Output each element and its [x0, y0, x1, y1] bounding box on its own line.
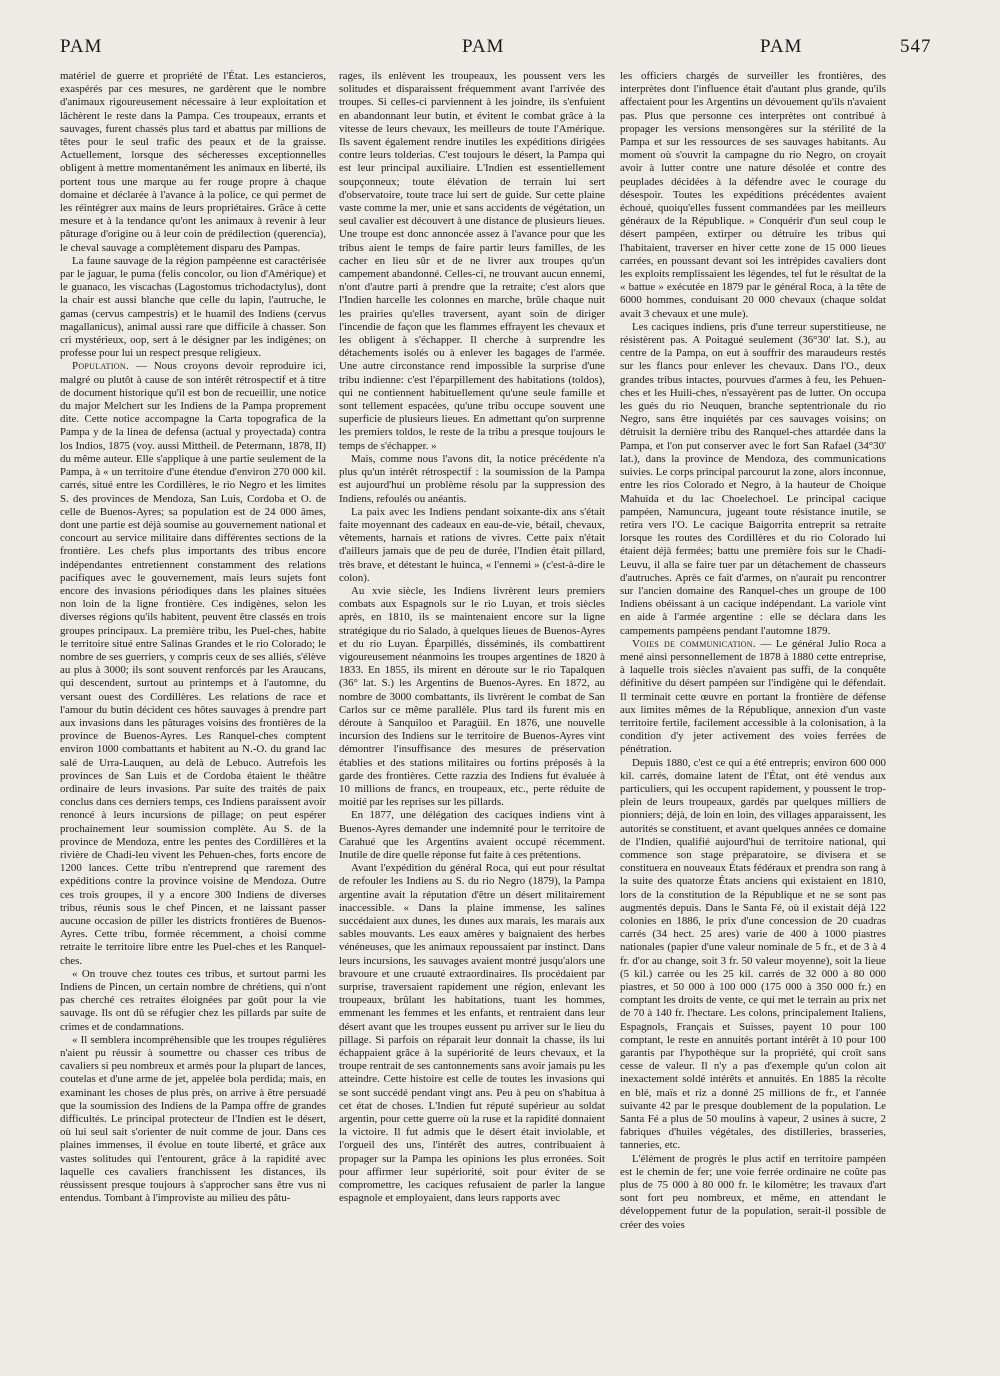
section-label: Population. — [72, 360, 129, 373]
page-number: 547 — [900, 36, 932, 57]
paragraph-population — [60, 360, 326, 967]
paragraph: En 1877, une délégation des caciques indiens vint à Buenos-Ayres demander une indemnité pour le territoire de Carahué que les Argentins avaient occupé récemment. Inutile de dire quelle réponse fut faite à ces prétentions. — [339, 809, 605, 861]
running-header — [0, 36, 1000, 66]
paragraph: Mais, comme nous l'avons dit, la notice précédente n'a plus qu'un intérêt rétrospectif : la soumission de la Pampa est aujourd'hui un problème résolu par la suppression des Indiens, refoulés ou anéantis. — [339, 452, 605, 505]
paragraph: « Il semblera incompréhensible que les troupes régulières n'aient pu réussir à soumettre ou chasser ces tribus de cavaliers si peu nombreux et armés pour la plupart de lances, coutelas et d'une arme de jet, appelée bola perdida; mais, en examinant les choses de plus près, on arrive à être persuadé que la soumission des Indiens de la Pampa offre de grandes difficultés. Le principal protecteur de l'Indien est le désert, où lui seul sait s'orienter de nuit comme de jour. Dans ces plaines immenses, il évolue en toute liberté, et grâce aux vastes solitudes qui l'entourent, grâce à la rapidité avec laquelle ces cavaliers franchissent les distances, ils réussissent presque toujours à s'approcher sans être vus ni entendus. Tombant à l'improviste au milieu des pâtu- — [60, 1033, 326, 1205]
paragraph: Avant l'expédition du général Roca, qui eut pour résultat de refouler les Indiens au S. du rio Negro (1879), la Pampa argentine avait la réputation d'être un désert militairement inaccessible. « Dans la plaine immense, les salines succédaient aux dunes, les dunes aux marais, les marais aux sables mouvants. Les eaux amères y baignaient des herbes vénéneuses, que les animaux repoussaient par instinct. Dans leurs incursions, les sauvages avaient montré jusqu'alors une bravoure et une cruauté extraordinaires. Ils procédaient par surprise, traversaient rapidement une région, enlevant les troupeaux, brûlant les habitations, tuant les hommes, emmenant les femmes et les enfants, et rentraient dans leur désert avant que les troupes eussent pu arriver sur le lieu du pillage. Si parfois on réparait leur donnait la chasse, ils lui échappaient grâce à la supériorité de leurs chevaux, et la troupe rentrait de ses cantonnements sans avoir jamais pu les atteindre. Cette histoire est celle de toutes les invasions qui se sont succédé pendant vingt ans. Peu à peu on s'habitua à cet état de choses. L'Indien fut réputé supérieur au soldat argentin, pour cette guerre où la ruse et la rapidité donnaient la victoire. Il fut admis que le désert était inviolable, et l'orgueil des uns, l'intérêt des autres, contribuaient à propager sur la Pampa les opinions les plus erronées. Soit pour affirmer leur supériorité, soit pour éviter de se compromettre, les caciques refusaient de parler la langue espagnole et employaient, dans leurs rapports avec — [339, 862, 605, 1205]
paragraph-voies — [620, 638, 886, 757]
column-1 — [60, 70, 326, 1356]
paragraph: L'élément de progrès le plus actif en territoire pampéen est le chemin de fer; une voie ferrée ordinaire ne coûte pas plus de 75 000 à 80 000 fr. le kilomètre; les travaux d'art sont fort peu nombreux, et même, en attendant le développement futur de la population, serait-il possible de créer des voies — [620, 1152, 886, 1231]
paragraph-text: — Nous croyons devoir reproduire ici, malgré ou plutôt à cause de son intérêt rétrospectif et à titre de document historique qu'il est bon de recueillir, une notice du major Melchert sur les Indiens de la Pampa proprement dite. Cette notice accompagne la Carta topografica de la Pampa y de la linea de defensa (actual y proyectada) contra los Indios, 1875 (voy. aussi Mittheil. de Petermann, 1878, II) du même auteur. Elle s'applique à une partie seulement de la Pampa, à « un territoire d'une étendue d'environ 270 000 kil. carrés, situé entre les Cordillères, le rio Negro et les limites S. des provinces de Mendoza, San Luis, Cordoba et O. de celle de Buenos-Ayres; sa population est de 24 000 âmes, dont une partie est déjà soumise au gouvernement national et concourt au service militaire dans différentes sections de la frontière. Les chefs plus importants des tribus encore indépendantes entretiennent constamment des relations pacifiques avec le gouvernement, mais leurs sujets font encore des invasions périodiques dans les plaines situées non loin de la ligne frontière. Ces indigènes, selon les diverses régions qu'ils habitent, peuvent être classés en trois groupes principaux. La première tribu, les Puel-ches, habite le territoire situé entre Salinas Grandes et le rio Colorado; le nombre de ses guerriers, y compris ceux de ses alliés, s'élève au plus à 3000; ils sont souvent renforcés par les Araucans, qui descendent, surtout au printemps et à l'automne, du versant ouest des Cordillères. Les relations de race et l'amour du butin décident ces hôtes sauvages à prendre part aux invasions dans les pâturages voisins des frontières de la province de Buenos-Ayres. Les Ranquel-ches comptent environ 1000 combattants et habitent au N.-O. du grand lac salé de Urra-Lauquen, au delà de Lebuco. Autrefois les provinces de San Luis et de Cordoba étaient le théâtre ordinaire de leurs invasions. Par suite des traités de paix conclus dans ces derniers temps, ces Indiens paraissent avoir renoncé à leurs incursions de pillage; on peut espérer prochainement leur soumission complète. Au S. de la province de Mendoza, entre les pentes des Cordillères et la rivière de Chadi-leu vivent les Pehuen-ches, forts encore de 1200 lances. Cette tribu n'entreprend que rarement des expéditions contre la province voisine de Mendoza. Outre ces trois groupes, il y a encore 300 Indiens de diverses tribus, réunis sous le chef Pincen, et ne laissant passer aucune occasion de piller les districts frontières de Buenos-Ayres. Cette tribu, formée récemment, a choisi comme retraite le territoire libre entre les Puel-ches et les Ranquel-ches. — [60, 360, 326, 967]
column-3 — [620, 70, 886, 1356]
paragraph: matériel de guerre et propriété de l'État. Les estancieros, exaspérés par ces mesures, ne gardèrent que le nombre d'animaux rigoureusement nécessaire à leur exploitation et lâchèrent le reste dans la Pampa. Ces troupeaux, errants et sauvages, furent chassés plus tard et abattus par millions de têtes pour le seul trafic des peaux et de la graisse. Actuellement, lorsque des sécheresses exceptionnelles obligent à mettre momentanément les animaux en liberté, ils portent tous une marque au fer rouge propre à chaque domaine et déclarée à l'avance à la police, ce qui permet de les réintégrer aux mains de leurs propriétaires. Grâce à cette mesure et à la tendance qu'ont les animaux à revenir à leur pâturage d'origine ou à leur coin de prédilection (querencia), le cheval sauvage a complètement disparu des Pampas. — [60, 70, 326, 254]
paragraph: La paix avec les Indiens pendant soixante-dix ans s'était faite moyennant des cadeaux en eau-de-vie, bétail, chevaux, vêtements, harnais et rations de vivres. Cette paix n'était d'ailleurs jamais que de peu de durée, l'Indien était pillard, très brave, et détestant le huinca, « l'ennemi » (c'est-à-dire le colon). — [339, 505, 605, 584]
paragraph: rages, ils enlèvent les troupeaux, les poussent vers les solitudes et disparaissent fréquemment avant l'arrivée des troupes. Si celles-ci parviennent à les joindre, ils s'enfuient en abandonnant leur butin, et évitent le combat grâce à la vitesse de leurs chevaux, les meilleurs de toute l'Amérique. Ils savent également rendre inutiles les expéditions dirigées contre leurs tolderias. C'est toujours le désert, la Pampa qui est leur principal auxiliaire. L'Indien est essentiellement soupçonneux; toute élévation de terrain lui sert d'observatoire, toute trace lui sert de guide. Sur cette plaine vaste comme la mer, unie et sans accidents de végétation, un seul cavalier est découvert à une distance de plusieurs lieues. Une troupe est donc annoncée assez à l'avance pour que les tribus aient le temps de faire partir leurs familles, de les cacher en lieu sûr et de ne livrer aux troupes qu'un campement abandonné. Celles-ci, ne trouvant aucun ennemi, n'ont d'autre parti à prendre que la retraite; c'est alors que l'Indien harcelle les colonnes en marche, brûle chaque nuit les prairies qu'elles traversent, ayant soin de diriger l'incendie de façon que les flammes effrayent les chevaux et les obligent à s'échapper. Il cherche à surprendre les détachements isolés ou à enlever les bagages de l'armée. Une autre circonstance rend impossible la surprise d'une tribu indienne: c'est l'éparpillement des habitations (toldos), qui ne contiennent habituellement qu'une seule famille et sont tellement espacées, qu'une tribu occupe souvent une superficie de plusieurs lieues. En admettant qu'on surprenne les premiers toldos, le reste de la tribu a presque toujours le temps de s'échapper. » — [339, 70, 605, 452]
paragraph: « On trouve chez toutes ces tribus, et surtout parmi les Indiens de Pincen, un certain nombre de chrétiens, qui n'ont pas cherché ces retraites éloignées par goût pour la vie sauvage. Ils ont dû se réfugier chez les pillards par suite de crimes et de condamnations. — [60, 967, 326, 1033]
header-right: PAM — [760, 36, 803, 57]
paragraph: Depuis 1880, c'est ce qui a été entrepris; environ 600 000 kil. carrés, domaine latent de l'État, ont été vendus aux particuliers, qui les occupent rapidement, y poussent le trop-plein de leurs troupeaux, gardés par quelques milliers de pionniers; déjà, de loin en loin, des villages apparaissent, les autorités se constituent, et avant quelques années ce domaine de l'Indien, qualifié aujourd'hui de territoire national, qui commence son stage préparatoire, se divisera et se constituera en nouveaux États fédéraux et prendra son rang à la suite des quatorze États anciens qui existaient en 1810, lors de la constitution de la République et ne se sont pas augmentés depuis. Dans le Santa Fé, où il existait déjà 122 colonies en 1886, le prix d'une concession de 20 cuadras carrés (34 hect. 25 ares) varie de 400 à 1000 piastres nationales (papier d'une valeur nominale de 5 fr., et de 3 à 4 fr. d'or au change, soit 3 fr. 50 valeur moyenne), soit la lieue (5 kil.) carrée ou les 25 kil. carrés de 32 000 à 80 000 piastres, et 50 000 à 100 000 (175 000 à 350 000 fr.) en comptant les droits de vente, ce qui met le terrain au prix net de 70 à 140 fr. l'hectare. Les colons, principalement Italiens, Espagnols, Français et Suisses, payent 10 pour 100 comptant, le reste en annuités portant intérêt à 10 pour 100 garantis par l'hypothèque sur la propriété, qui croît sans cesse de valeur. Il n'y a pas d'exemple qu'un colon ait inexactement soldé intérêts et annuités. En 1885 la récolte en blé, maïs et riz a donné 25 millions de fr., et l'année suivante 42 par le presque doublement de la population. Le Santa Fé a plus de 50 moulins à vapeur, 2 usines à sucre, 2 fabriques d'huiles végétales, des distilleries, brasseries, tanneries, etc. — [620, 756, 886, 1152]
paragraph: Au xvie siècle, les Indiens livrèrent leurs premiers combats aux Espagnols sur le rio Luyan, et trois siècles après, en 1810, ils se maintenaient encore sur la ligne stratégique du rio Salado, à quelques lieues de Buenos-Ayres et du rio Luyan. Éparpillés, disséminés, ils combattirent vigoureusement néanmoins les troupes argentines de 1820 à 1833. En 1855, ils mirent en déroute sur le rio Tapalquen (36° lat. S.) les Argentins de Buenos-Ayres. En 1872, au nombre de 3000 combattants, ils livrèrent le combat de San Carlos sur ce même parallèle. Plus tard ils furent mis en déroute à Sanquiloo et Paragüil. En 1876, une nouvelle incursion des Indiens sur le territoire de Buenos-Ayres vint démontrer l'insuffisance des mesures de préservation établies et des stations militaires ou fortins préposés à la garde des frontières. Cette razzia des Indiens fut évaluée à 10 millions de francs, en troupeaux, etc., perte réduite de moitié par les reprises sur les pillards. — [339, 584, 605, 809]
section-label: Voies de communication. — [632, 637, 756, 650]
paragraph: les officiers chargés de surveiller les frontières, des interprètes dont l'influence était d'autant plus grande, qu'ils affectaient pour les Argentins un dévouement qu'ils n'avaient pas. Plus que personne ces interprètes ont contribué à propager les versions mensongères sur la stérilité de la Pampa et sur les ressources de ses sauvages habitants. Au moment où s'ouvrit la campagne du rio Negro, on croyait avoir à lutter contre une nature désolée et contre des peuplades décidées à la défendre avec le courage du désespoir. Toutes les expéditions précédentes avaient échoué, quoiqu'elles fussent commandées par les meilleurs généraux de la République. » Conquérir d'un seul coup le désert pampéen, extirper ou détruire les tribus qui l'habitaient, traverser en hiver cette zone de 15 000 lieues carrées, en poussant devant soi les intrépides cavaliers dont les exploits remplissaient les légendes, tel fut le résultat de la « battue » exécutée en 1879 par le général Roca, à la tête de 6000 hommes, conduisant 20 000 chevaux (chaque soldat avait 3 chevaux et une mule). — [620, 70, 886, 320]
header-left: PAM — [60, 36, 103, 57]
paragraph: La faune sauvage de la région pampéenne est caractérisée par le jaguar, le puma (felis concolor, ou lion d'Amérique) et le guanaco, les viscachas (Lagostomus trichodactylus), dont la chair est aussi blanche que celle du lapin, l'autruche, le gamas (cervus campestris) et le huamil des Indiens (cervus magallanicus), animal aussi rare que difficile à chasser. Son cri mystérieux, oop, sert à le désigner par les indigènes; on professe pour lui un respect presque religieux. — [60, 254, 326, 360]
header-center: PAM — [462, 36, 505, 57]
column-2 — [339, 70, 605, 1356]
paragraph-text: — Le général Julio Roca a mené ainsi personnellement de 1878 à 1880 cette entreprise, à laquelle trois siècles n'avaient pas suffi, de la conquête définitive du désert pampéen sur l'indigène qui le défendait. Il terminait cette œuvre en portant la frontière de défense aux limites mêmes de la République, annexion d'un vaste territoire fertile, facilement accessible à la colonisation, à la condition d'y jeter activement des voies ferrées de pénétration. — [620, 637, 886, 756]
paragraph: Les caciques indiens, pris d'une terreur superstitieuse, ne résistèrent pas. A Poitagué seulement (36°30' lat. S.), au centre de la Pampa, on eut à souffrir des maraudeurs restés sur les flancs pour enlever les chevaux. Dans l'O., deux grandes tribus intactes, pourvues d'armes à feu, les Pehuen-ches et les Huili-ches, n'essayèrent pas de lutter. On occupa les gués du rio Neuquen, branche septentrionale du rio Negro, sans être inquiétés par ces sauvages voisins; on détruisit la dernière tribu des Ranquel-ches attardée dans la Pampa, et l'on put conserver avec le fort San Rafael (34°30' lat.), dans la province de Mendoza, des communications suivies. Le corps principal parcourut la zone, alors inconnue, entre les rios Colorado et Negro, à la hauteur de Choique Mahuida et du lac Choelechoel. Le principal cacique pampéen, Namuncura, jugeant toute résistance inutile, se retira vers l'O. Le cacique Baigorrita entreprit sa retraite lorsque les routes des Cordillères et du rio Colorado lui étaient déjà fermées; battu une première fois sur le Chadi-Leuvu, il alla se faire tuer par un détachement de chasseurs d'autruches. Après ce fait d'armes, on n'aurait pu rencontrer sur l'ancien domaine des Ranquel-ches un groupe de 100 Indiens obéissant à un cacique indépendant. La variole vint en aide à l'armée argentine : elle se déclara dans les campements pampéens pendant l'automne 1879. — [620, 320, 886, 637]
